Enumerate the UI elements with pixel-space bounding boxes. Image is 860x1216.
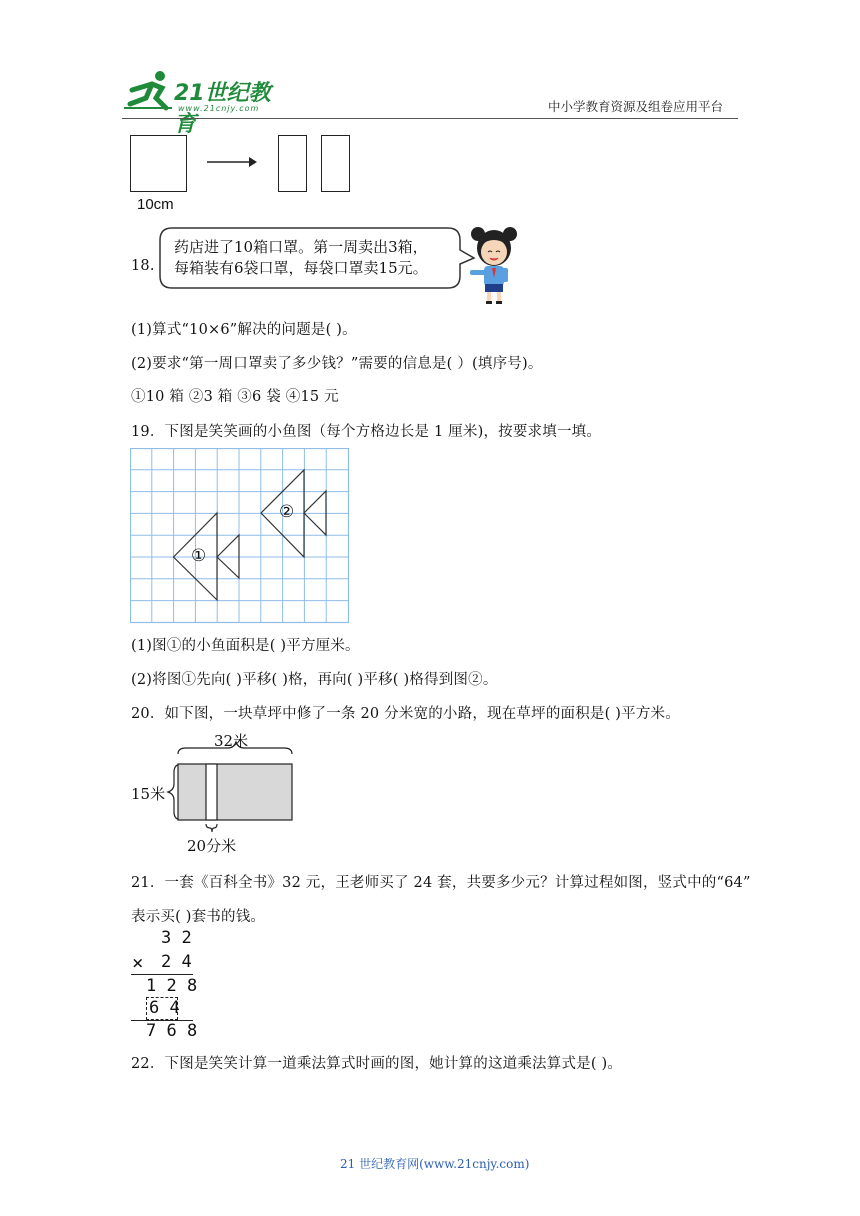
- q20-stem: 20．如下图，一块草坪中修了一条 20 分米宽的小路，现在草坪的面积是( )平方米。: [131, 706, 680, 722]
- q21-stem-line1: 21．一套《百科全书》32 元，王老师买了 24 套，共要多少元？计算过程如图，竖式中的“64”: [131, 875, 751, 891]
- logo-text: 21世纪教育: [174, 81, 271, 137]
- q22-stem: 22．下图是笑笑计算一道乘法算式时画的图，她计算的这道乘法算式是( )。: [131, 1056, 623, 1072]
- path-width-label: 20分米: [187, 837, 237, 855]
- q18-options: ①10 箱 ②3 箱 ③6 袋 ④15 元: [131, 389, 339, 405]
- q19-sub1: (1)图①的小鱼面积是( )平方厘米。: [131, 638, 360, 654]
- vertical-row-5: 7 6 8: [146, 1021, 198, 1041]
- footer-text: 21 世纪教育网(www.21cnjy.com): [340, 1157, 530, 1171]
- header-rule: [122, 118, 738, 119]
- fish-grid: [130, 448, 350, 624]
- platform-name: 中小学教育资源及组卷应用平台: [548, 99, 724, 114]
- q18-sub2: (2)要求“第一周口罩卖了多少钱？”需要的信息是( ）(填序号)。: [131, 356, 543, 372]
- vertical-row-3: 1 2 8: [146, 976, 198, 996]
- logo-url: www.21cnjy.com: [178, 104, 260, 113]
- girl-character-icon: [466, 222, 522, 306]
- square-side-label: 10cm: [137, 196, 174, 213]
- bubble-line-2: 每箱装有6袋口罩，每袋口罩卖15元。: [174, 259, 428, 277]
- vertical-row-2: 2 4: [161, 952, 192, 972]
- q19-sub2: (2)将图①先向( )平移( )格，再向( )平移( )格得到图②。: [131, 672, 498, 688]
- runner-logo-icon: [122, 68, 178, 112]
- q19-stem: 19．下图是笑笑画的小鱼图（每个方格边长是 1 厘米)，按要求填一填。: [131, 424, 602, 440]
- fish2-label: ②: [279, 502, 295, 522]
- multiply-sign: ×: [132, 952, 144, 974]
- vertical-row-4: 6 4: [149, 998, 180, 1018]
- vertical-rule-1: [131, 974, 193, 975]
- q18-number: 18.: [131, 258, 155, 274]
- lawn-width-label: 32米: [214, 732, 249, 750]
- lawn-height-label: 15米: [131, 785, 166, 803]
- rectangle-figure-2: [321, 135, 350, 192]
- arrow-right-icon: [207, 155, 257, 169]
- q21-stem-line2: 表示买( )套书的钱。: [131, 909, 266, 925]
- q18-sub1: (1)算式“10×6”解决的问题是( )。: [131, 322, 357, 338]
- fish1-label: ①: [191, 546, 207, 566]
- square-figure: [130, 135, 187, 192]
- header-logo: [122, 68, 292, 137]
- bubble-line-1: 药店进了10箱口罩。第一周卖出3箱，: [174, 238, 428, 256]
- rectangle-figure-1: [278, 135, 307, 192]
- vertical-row-1: 3 2: [161, 928, 192, 948]
